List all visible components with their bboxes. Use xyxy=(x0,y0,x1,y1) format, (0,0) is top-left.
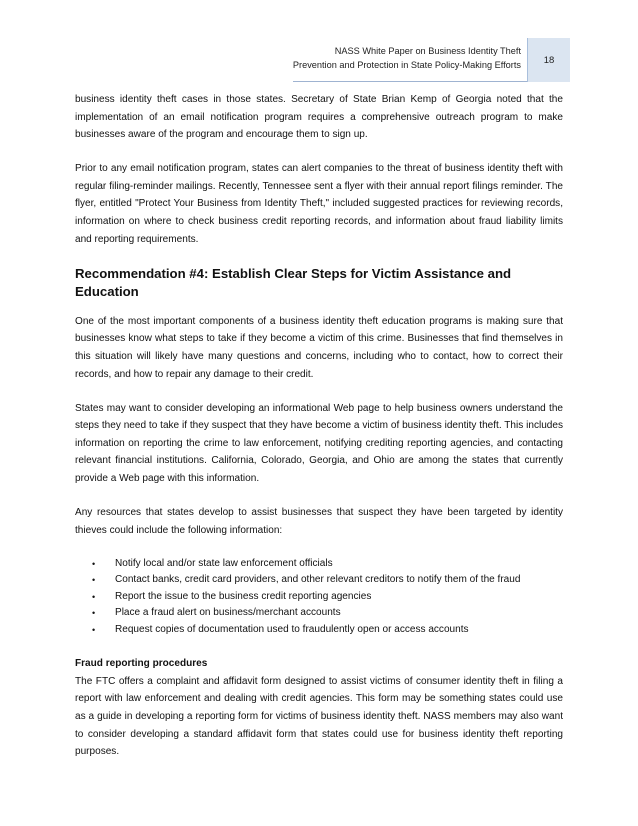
paragraph: business identity theft cases in those states. Secretary of State Brian Kemp of Georgia noted that the implementation of an email notification program requires a comprehensive outreach program to make businesses aware of the program and encourage them to sign up. xyxy=(75,94,563,141)
bullet-icon: • xyxy=(92,624,96,635)
paragraph: Any resources that states develop to assist businesses that suspect they have been targeted by identity thieves could include the following information: xyxy=(75,507,563,536)
page-number: 18 xyxy=(543,54,555,66)
header-title-line-1: NASS White Paper on Business Identity Theft xyxy=(334,46,521,56)
bullet-icon: • xyxy=(92,558,96,569)
list-item-text: Request copies of documentation used to fraudulently open or access accounts xyxy=(115,623,469,635)
document-body xyxy=(75,91,563,777)
page-number-box xyxy=(527,38,570,82)
list-item-text: Report the issue to the business credit reporting agencies xyxy=(115,590,372,602)
paragraph: One of the most important components of a business identity theft education programs is making sure that businesses know what steps to take if they become a victim of this crime. Businesses that find themselves in this situation will likely have many questions and concerns, including who to contact, how to correct their records, and how to repair any damage to their credit. xyxy=(75,315,563,380)
list-item xyxy=(75,556,563,573)
paragraph: States may want to consider developing an informational Web page to help business owners understand the steps they need to take if they suspect that they have become a victim of business identity theft. This includes information on reporting the crime to law enforcement, notifying crediting reporting agencies, and contacting relevant financial institutions. California, Colorado, Georgia, and Ohio are among the states that currently provide a Web page with this information. xyxy=(75,402,563,484)
header-title-line-2: Prevention and Protection in State Policy-Making Efforts xyxy=(292,60,521,70)
list-item-text: Place a fraud alert on business/merchant accounts xyxy=(115,607,341,619)
bullet-list xyxy=(75,556,563,639)
paragraph: The FTC offers a complaint and affidavit form designed to assist victims of consumer identity theft in filing a report with law enforcement and dealing with credit agencies. This form may be something states could use as a guide in developing a reporting form for victims of business identity theft. NASS members may also want to consider developing a standard affidavit form that states could use for business identity theft reporting purposes. xyxy=(75,675,563,758)
bullet-icon: • xyxy=(92,575,96,586)
page-header xyxy=(293,38,570,82)
bullet-icon: • xyxy=(92,591,96,602)
list-item-text: Notify local and/or state law enforcement officials xyxy=(115,557,333,569)
list-item xyxy=(75,572,563,589)
list-item xyxy=(75,605,563,622)
list-item-text: Contact banks, credit card providers, and other relevant creditors to notify them of the fraud xyxy=(115,574,521,586)
header-title-block xyxy=(293,38,527,82)
list-item xyxy=(75,622,563,639)
list-item xyxy=(75,589,563,606)
bullet-icon: • xyxy=(92,608,96,619)
section-heading: Recommendation #4: Establish Clear Steps for Victim Assistance and Education xyxy=(75,265,512,299)
paragraph: Prior to any email notification program, states can alert companies to the threat of business identity theft with regular filing-reminder mailings. Recently, Tennessee sent a flyer with their annual report filings reminder. The flyer, entitled "Protect Your Business from Identity Theft," included suggested practices for reviewing records, information on where to check business credit reporting records, and information about fraud liability limits and reporting requirements. xyxy=(75,163,563,245)
sub-heading: Fraud reporting procedures xyxy=(75,658,208,670)
